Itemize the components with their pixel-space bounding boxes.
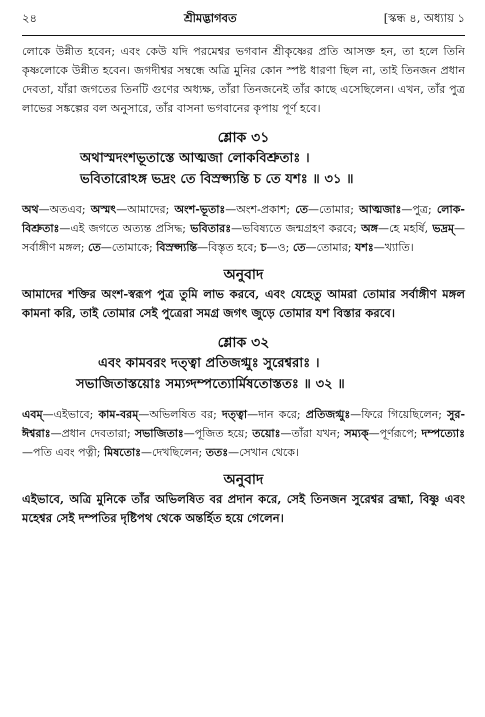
synonym-word: প্রতিজগ্মুঃ bbox=[305, 408, 351, 421]
verse-31-translation: আমাদের শক্তির অংশ-স্বরূপ পুত্র তুমি লাভ করবে, এবং যেহেতু আমরা তোমার সর্বাঙ্গীণ মঙ্গল কামনা করি, তাই তোমার সেই পুত্রেরা সমগ্র জগৎ জুড়ে তোমার যশ বিস্তার করবে। bbox=[22, 287, 465, 320]
verse-32-line-2: সভাজিতাস্তয়োঃ সম্যগ্দম্পত্যোর্মিষতোস্ততঃ ॥ ৩২ ॥ bbox=[76, 377, 345, 392]
synonym-meaning: —অতএব; bbox=[38, 203, 91, 216]
synonym-word: কাম-বরম্ bbox=[98, 408, 139, 421]
synonym-word: চ bbox=[260, 241, 267, 254]
synonym-word: অংশ-ভূতাঃ bbox=[174, 203, 226, 216]
purport-continuation: লোকে উন্নীত হবেন; এবং কেউ যদি পরমেশ্বর ভগবান শ্রীকৃষ্ণের প্রতি আসক্ত হন, তা হলে তিনি কৃষ্ণলোকে উন্নীত হবেন। জগদীশ্বর সম্বন্ধে অত্রি মুনির কোন স্পষ্ট ধারণা ছিল না, তাই তিনজন প্রধান দেবতা, যাঁরা জগতের তিনটি গুণের অধ্যক্ষ, তাঁরা তিনজনেই তাঁর কাছে এসেছিলেন। এখন, তাঁর পুত্র লাভের সঙ্কল্পের বল অনুসারে, তাঁর বাসনা ভগবানের কৃপায় পূর্ণ হবে। bbox=[22, 45, 465, 115]
synonym-word: সুর-ঈশ্বরাঃ bbox=[22, 408, 466, 440]
verse-31-line-1: অথাস্মদংশভূতাস্তে আত্মজা লোকবিশ্রুতাঃ । bbox=[80, 151, 310, 166]
synonym-meaning: —বিস্তৃত হবে; bbox=[197, 241, 261, 254]
synonym-word: যশঃ bbox=[355, 241, 374, 254]
synonym-word: সম্যক্ bbox=[344, 427, 369, 440]
synonym-word: দম্পত্যোঃ bbox=[421, 427, 465, 440]
synonym-word: অঙ্গ bbox=[361, 222, 378, 235]
synonym-meaning: —এইভাবে; bbox=[42, 408, 99, 421]
synonym-meaning: —ও; bbox=[266, 241, 293, 254]
synonym-word: তয়োঃ bbox=[252, 427, 281, 440]
synonym-meaning: —অভিলষিত বর; bbox=[138, 408, 223, 421]
synonym-meaning: —ভবিষ্যতে জন্মগ্রহণ করবে; bbox=[231, 222, 362, 235]
synonym-meaning: —অংশ-প্রকাশ; bbox=[225, 203, 296, 216]
synonym-meaning: —তোমার; bbox=[307, 203, 360, 216]
synonym-meaning: —পূজিত হয়ে; bbox=[183, 427, 253, 440]
synonym-meaning: —সর্বাঙ্গীণ মঙ্গল; bbox=[22, 222, 465, 254]
synonym-meaning: —পতি এবং পত্নী; bbox=[22, 446, 104, 459]
verse-32-label: শ্লোক ৩২ bbox=[217, 335, 270, 351]
verse-31-line-2: ভবিতারোঽঙ্গ ভদ্রং তে বিস্রপ্স্যন্তি চ তে যশঃ ॥ ৩১ ॥ bbox=[80, 172, 354, 187]
synonym-word: ততঃ bbox=[205, 446, 229, 459]
synonym-word: তে bbox=[292, 241, 306, 254]
synonym-word: দত্ত্বা bbox=[222, 408, 248, 421]
page-number: ২৪ bbox=[22, 11, 37, 25]
verse-32-synonyms bbox=[22, 405, 465, 462]
synonym-meaning: —ফিরে গিয়েছিলেন; bbox=[350, 408, 448, 421]
verse-31-label: শ্লোক ৩১ bbox=[217, 130, 270, 146]
synonym-meaning: —হে মহর্ষি, bbox=[377, 222, 433, 235]
synonym-meaning: —পুত্র; bbox=[401, 203, 437, 216]
header-rule bbox=[22, 35, 465, 36]
synonym-word: অস্মৎ bbox=[90, 203, 117, 216]
synonym-word: ভবিতারঃ bbox=[190, 222, 232, 235]
synonym-word: তে bbox=[87, 241, 101, 254]
synonym-word: ভদ্রম্ bbox=[432, 222, 454, 235]
synonym-word: লোক-বিশ্রুতাঃ bbox=[22, 203, 465, 235]
synonym-meaning: —তোমার; bbox=[305, 241, 356, 254]
page-header bbox=[22, 10, 465, 29]
synonym-meaning: —তোমাকে; bbox=[100, 241, 157, 254]
synonym-meaning: —খ্যাতি। bbox=[373, 241, 414, 254]
synonym-word: বিস্রপ্স্যন্তি bbox=[156, 241, 198, 254]
synonym-meaning: —প্রধান দেবতারা; bbox=[50, 427, 135, 440]
verse-31-translation-title: অনুবাদ bbox=[223, 267, 264, 283]
verse-32-line-1: এবং কামবরং দত্ত্বা প্রতিজগ্মুঃ সুরেশ্বরাঃ । bbox=[98, 356, 320, 371]
verse-31-synonyms bbox=[22, 200, 465, 257]
verse-32-translation-title: অনুবাদ bbox=[223, 472, 264, 488]
synonym-word: এবম্ bbox=[22, 408, 43, 421]
synonym-word: সভাজিতাঃ bbox=[134, 427, 184, 440]
synonym-meaning: —এই জগতে অত্যন্ত প্রসিদ্ধ; bbox=[59, 222, 191, 235]
synonym-word: আত্মজাঃ bbox=[359, 203, 402, 216]
verse-32-translation: এইভাবে, অত্রি মুনিকে তাঁর অভিলষিত বর প্রদান করে, সেই তিনজন সুরেশ্বর ব্রহ্মা, বিষ্ণু এবং মহেশ্বর সেই দম্পতির দৃষ্টিপথ থেকে অন্তর্হিত হয়ে গেলেন। bbox=[22, 492, 465, 525]
synonym-meaning: —দেখছিলেন; bbox=[141, 446, 206, 459]
synonym-meaning: —পূর্ণরূপে; bbox=[368, 427, 422, 440]
synonym-word: অথ bbox=[22, 203, 39, 216]
synonym-meaning: —সেখান থেকে। bbox=[228, 446, 299, 459]
synonym-meaning: —তাঁরা যখন; bbox=[280, 427, 345, 440]
book-title: শ্রীমদ্ভাগবত bbox=[183, 11, 237, 25]
synonym-word: তে bbox=[295, 203, 308, 216]
section-reference: [স্কন্ধ ৪, অধ্যায় ১ bbox=[383, 11, 465, 25]
synonym-word: মিষতোঃ bbox=[103, 446, 142, 459]
synonym-meaning: —দান করে; bbox=[247, 408, 306, 421]
synonym-meaning: —আমাদের; bbox=[116, 203, 175, 216]
